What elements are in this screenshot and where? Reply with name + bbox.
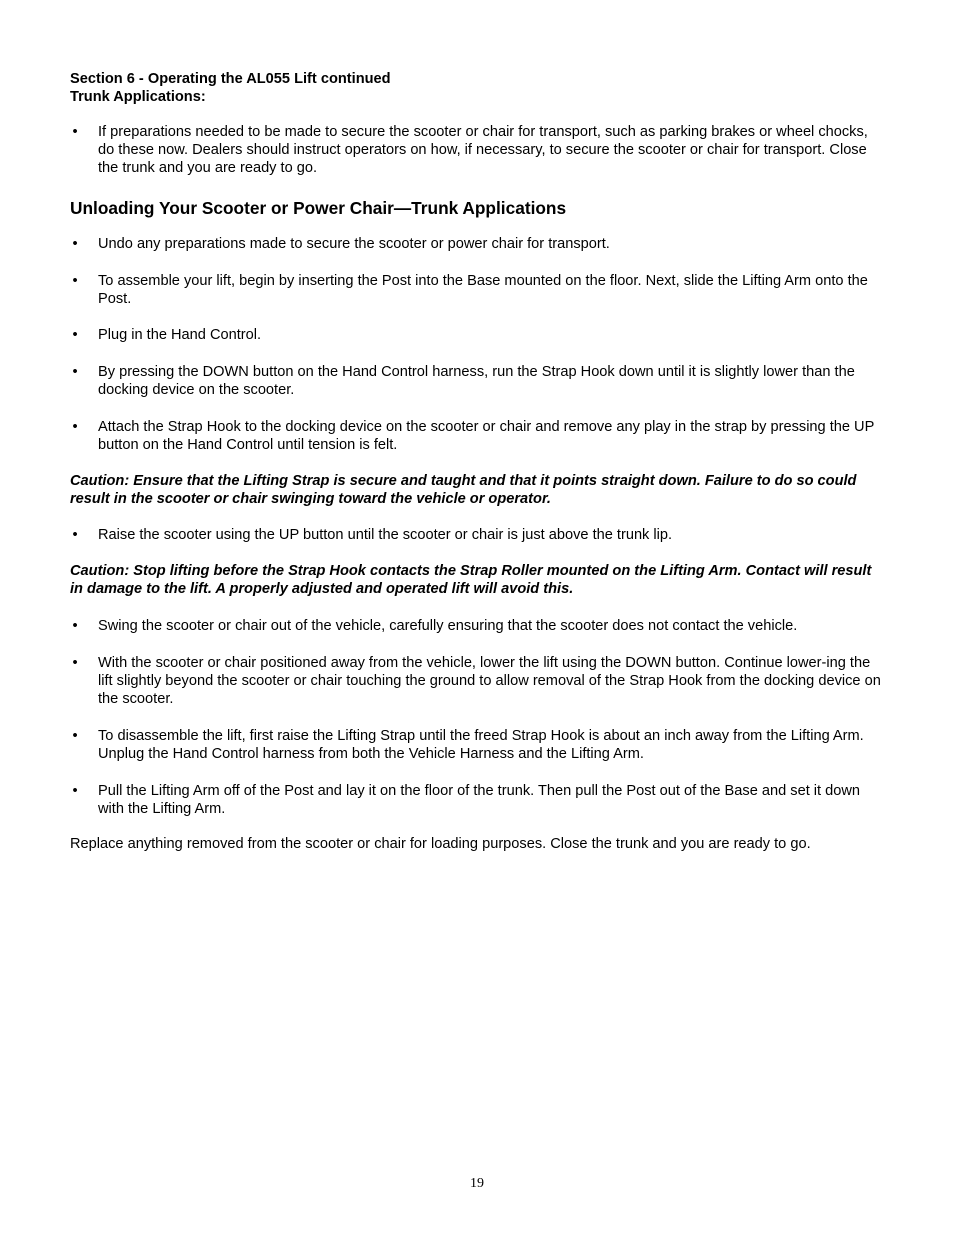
section-title: Section 6 - Operating the AL055 Lift continued xyxy=(70,71,391,87)
unloading-bullet-list-3 xyxy=(70,617,885,818)
bullet-icon: • xyxy=(72,728,78,744)
list-item xyxy=(70,526,885,544)
list-item-text: Swing the scooter or chair out of the vehicle, carefully ensuring that the scooter does not contact the vehicle. xyxy=(98,618,798,634)
document-page xyxy=(70,70,885,853)
bullet-icon: • xyxy=(72,618,78,634)
bullet-icon: • xyxy=(72,419,78,435)
bullet-icon: • xyxy=(72,655,78,671)
list-item xyxy=(70,418,885,454)
bullet-icon: • xyxy=(72,783,78,799)
list-item xyxy=(70,123,885,177)
list-item xyxy=(70,727,885,763)
unloading-bullet-list-2 xyxy=(70,526,885,544)
page-number: 19 xyxy=(470,1176,484,1191)
bullet-icon: • xyxy=(72,124,78,140)
list-item-text: Pull the Lifting Arm off of the Post and lay it on the floor of the trunk. Then pull the Post out of the Base and set it down with the Lifting Arm. xyxy=(98,783,861,817)
list-item-text: To disassemble the lift, first raise the Lifting Strap until the freed Strap Hook is about an inch away from the Lifting Arm. Unplug the Hand Control harness from both the Vehicle Harness and the Lifting Arm. xyxy=(98,728,864,762)
list-item-text: Attach the Strap Hook to the docking device on the scooter or chair and remove any play in the strap by pressing the UP button on the Hand Control until tension is felt. xyxy=(98,419,875,453)
bullet-icon: • xyxy=(72,273,78,289)
list-item-text: Raise the scooter using the UP button until the scooter or chair is just above the trunk lip. xyxy=(98,527,673,543)
list-item xyxy=(70,617,885,635)
caution-note-1: Caution: Ensure that the Lifting Strap is secure and taught and that it points straight down. Failure to do so could result in the scooter or chair swinging toward the vehicle or operator. xyxy=(70,473,857,507)
list-item xyxy=(70,235,885,253)
list-item xyxy=(70,363,885,399)
list-item-text: By pressing the DOWN button on the Hand Control harness, run the Strap Hook down until it is slightly lower than the docking device on the scooter. xyxy=(98,364,855,398)
list-item xyxy=(70,326,885,344)
list-item-text: With the scooter or chair positioned away from the vehicle, lower the lift using the DOWN button. Continue lower-ing the lift slightly beyond the scooter or chair touching the ground to allow removal of the Strap Hook from the docking device on the scooter. xyxy=(98,655,881,707)
list-item xyxy=(70,654,885,708)
list-item xyxy=(70,782,885,818)
trunk-bullet-list xyxy=(70,123,885,177)
list-item xyxy=(70,272,885,308)
subsection-title: Trunk Applications: xyxy=(70,89,206,105)
list-item-text: To assemble your lift, begin by inserting the Post into the Base mounted on the floor. Next, slide the Lifting Arm onto the Post. xyxy=(98,273,868,307)
list-item-text: Undo any preparations made to secure the scooter or power chair for transport. xyxy=(98,236,610,252)
closing-paragraph: Replace anything removed from the scooter or chair for loading purposes. Close the trunk and you are ready to go. xyxy=(70,836,811,852)
unloading-bullet-list-1 xyxy=(70,235,885,454)
bullet-icon: • xyxy=(72,364,78,380)
bullet-icon: • xyxy=(72,327,78,343)
unloading-heading: Unloading Your Scooter or Power Chair—Trunk Applications xyxy=(70,198,567,218)
caution-note-2: Caution: Stop lifting before the Strap Hook contacts the Strap Roller mounted on the Lifting Arm. Contact will result in damage to the lift. A properly adjusted and operated lift will avoid this. xyxy=(70,563,872,597)
list-item-text: Plug in the Hand Control. xyxy=(98,327,262,343)
list-item-text: If preparations needed to be made to secure the scooter or chair for transport, such as parking brakes or wheel chocks, do these now. Dealers should instruct operators on how, if necessary, to secure the scooter or chair for transport. Close the trunk and you are ready to go. xyxy=(98,124,868,176)
bullet-icon: • xyxy=(72,527,78,543)
bullet-icon: • xyxy=(72,236,78,252)
